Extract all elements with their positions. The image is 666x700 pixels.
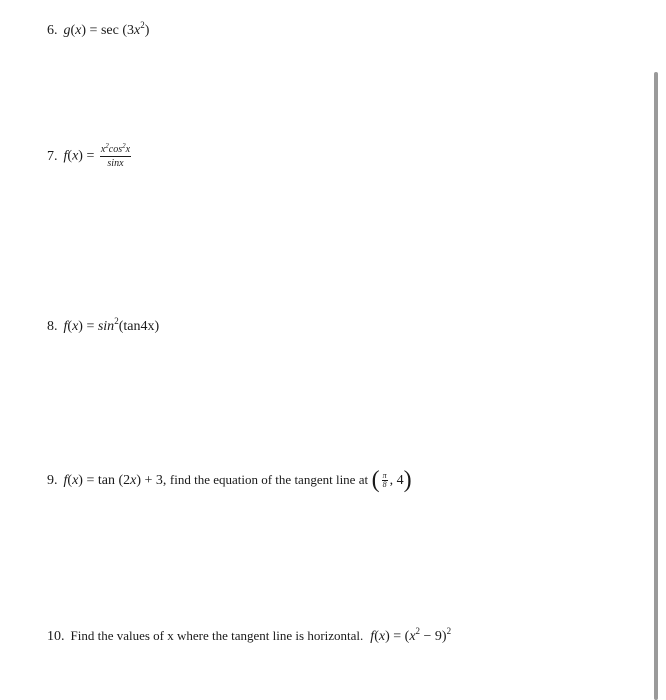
problem-number: 10. (47, 629, 65, 644)
right-paren: ) (403, 467, 412, 493)
function-name: f (370, 629, 375, 644)
fraction-denominator: sinx (107, 158, 124, 169)
point-x-fraction (382, 472, 388, 489)
function-name: f (63, 319, 68, 334)
rhs-open: ( (404, 629, 410, 644)
problem-instruction: Find the values of x where the tangent line is horizontal. (70, 628, 364, 643)
function-name: f (63, 148, 68, 164)
function-variable: x (72, 319, 79, 334)
problem-number: 8. (47, 319, 58, 334)
problem-number: 9. (47, 473, 58, 488)
problem-number: 6. (47, 23, 58, 38)
rhs-outer-exponent: 2 (446, 626, 452, 636)
numerator-x: x (100, 144, 106, 155)
problem-6: 6. $g(x) = \sec (3x^2)$ (47, 20, 150, 38)
problem-8: 8. $f(x) = \sin^2(\tan 4x)$ (47, 316, 160, 334)
numerator-arg: x (125, 144, 131, 155)
problem-9: 9. f(x) = tan (2x) + 3, find the equation of the tangent line at ( $\frac{\pi}{8}$ , 4) (47, 467, 412, 493)
point-y: 4 (396, 473, 404, 488)
left-paren: ( (371, 467, 380, 493)
function-name: f (63, 473, 68, 488)
problem-instruction: find the equation of the tangent line at (169, 472, 369, 487)
function-variable: x (75, 23, 82, 38)
point-x-denominator: 8 (382, 480, 387, 490)
problem-7: 7. f(x) = $\frac{x^2\cos^2x}{\sin x}$ (47, 142, 131, 169)
function-variable: x (72, 473, 79, 488)
rhs-exponent: 2 (415, 626, 421, 636)
rhs-prefix: sec (3 (100, 23, 134, 38)
rhs-suffix: ) (144, 23, 150, 38)
function-variable: x (72, 148, 79, 164)
rhs-suffix: ) + 3, (136, 473, 167, 488)
numerator-cos: cos (108, 144, 123, 155)
problem-number: 7. (47, 148, 58, 164)
rhs-variable: x (409, 629, 416, 644)
numerator-exponent: 2 (105, 142, 109, 150)
rhs-middle: − 9) (420, 629, 447, 644)
function-name: g (63, 23, 71, 38)
vertical-scrollbar[interactable] (654, 72, 658, 700)
point-x-numerator: π (382, 471, 387, 481)
rhs-tan: (tan4x) (118, 319, 160, 334)
rhs-tan: tan (2 (97, 473, 131, 488)
rhs-exponent: 2 (114, 316, 119, 326)
function-variable: x (378, 629, 386, 644)
numerator-exponent: 2 (122, 142, 126, 150)
fraction (100, 144, 131, 169)
rhs-variable: x (130, 473, 137, 488)
fraction-numerator (100, 144, 131, 157)
rhs-variable: x (134, 23, 141, 38)
rhs-exponent: 2 (140, 20, 145, 30)
problem-10: 10. Find the values of x where the tangent line is horizontal. $f(x) = (x^2 - 9)^2$ (47, 626, 452, 644)
rhs-sin: sin (97, 319, 115, 334)
